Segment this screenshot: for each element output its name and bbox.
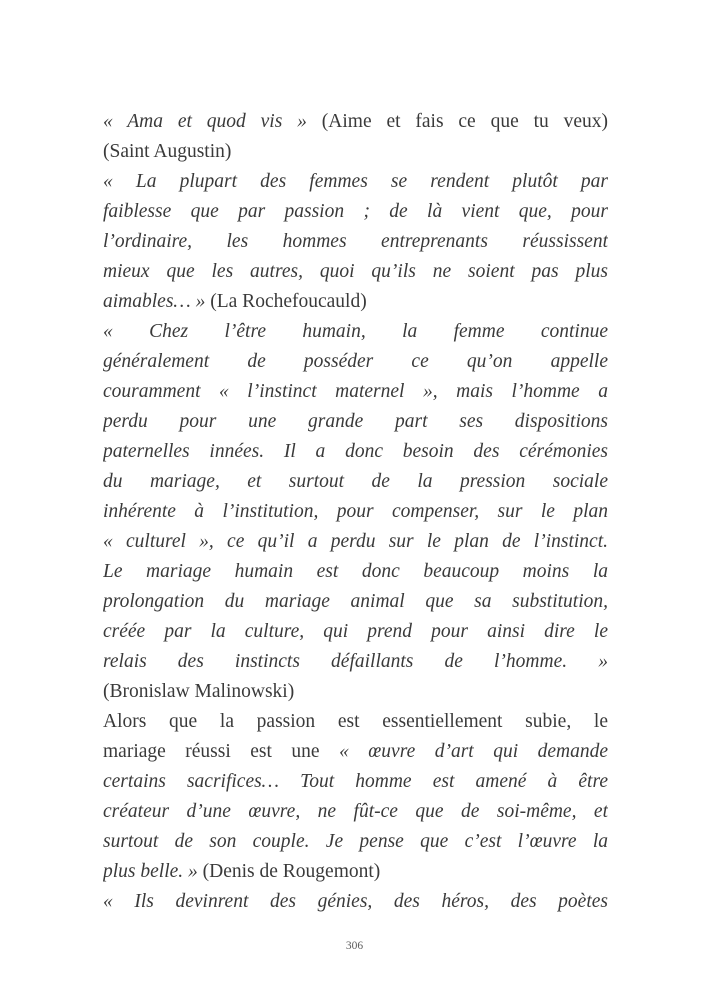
quote-text-segment: relais des instincts défaillants de l’homme. » [103,651,608,672]
plain-text-segment: Alors que la passion est essentiellement subie, le [103,711,608,732]
quote-text-segment: « Ama et quod vis » [103,111,322,132]
text-line [103,737,608,767]
text-line [103,707,608,737]
quote-text-segment: inhérente à l’institution, pour compenser, sur le plan [103,501,608,522]
quote-text-segment: créée par la culture, qui prend pour ainsi dire le [103,621,608,642]
quote-text-segment: faiblesse que par passion ; de là vient que, pour [103,201,608,222]
text-line [103,287,608,317]
quote-text-segment: mieux que les autres, quoi qu’ils ne soient pas plus [103,261,608,282]
text-line [103,677,608,707]
text-line [103,437,608,467]
quote-text-segment: généralement de posséder ce qu’on appelle [103,351,608,372]
quote-text-segment: « œuvre d’art qui demande [339,741,608,762]
text-line [103,797,608,827]
text-line [103,767,608,797]
quote-text-segment: perdu pour une grande part ses dispositions [103,411,608,432]
text-line [103,587,608,617]
quote-text-segment: l’ordinaire, les hommes entreprenants réussissent [103,231,608,252]
plain-text-segment: (Denis de Rougemont) [202,861,381,882]
quote-text-segment: plus belle. » [103,861,203,882]
text-line [103,137,608,167]
plain-text-segment: (Aime et fais ce que tu veux) [321,111,608,132]
quote-text-segment: prolongation du mariage animal que sa substitution, [103,591,608,612]
text-line [103,197,608,227]
quote-text-segment: « La plupart des femmes se rendent plutôt par [103,171,608,192]
quote-text-segment: paternelles innées. Il a donc besoin des cérémonies [103,441,608,462]
text-line [103,107,608,137]
quote-text-segment: certains sacrifices… Tout homme est amené à être [103,771,608,792]
plain-text-segment: (Bronislaw Malinowski) [103,681,295,702]
text-line [103,227,608,257]
quote-text-segment: « culturel », ce qu’il a perdu sur le plan de l’instinct. [103,531,608,552]
quote-text-segment: « Chez l’être humain, la femme continue [103,321,608,342]
plain-text-segment: (Saint Augustin) [103,141,232,162]
text-line [103,347,608,377]
quote-text-segment: couramment « l’instinct maternel », mais l’homme a [103,381,608,402]
text-line [103,887,608,917]
page-number: 306 [345,940,364,952]
text-line [103,167,608,197]
quote-text-segment: Le mariage humain est donc beaucoup moins la [103,561,608,582]
plain-text-segment: mariage réussi est une [103,741,340,762]
text-line [103,377,608,407]
text-line [103,857,608,887]
text-line [103,557,608,587]
quote-text-segment: aimables… » [103,291,211,312]
text-line [103,317,608,347]
quote-text-segment: « Ils devinrent des génies, des héros, des poètes [103,891,608,912]
text-line [103,467,608,497]
quote-text-segment: du mariage, et surtout de la pression sociale [103,471,608,492]
text-line [103,407,608,437]
text-line [103,497,608,527]
plain-text-segment: (La Rochefoucauld) [210,291,367,312]
text-line [103,527,608,557]
quote-text-segment: créateur d’une œuvre, ne fût-ce que de soi-même, et [103,801,608,822]
quote-text-segment: surtout de son couple. Je pense que c’est l’œuvre la [103,831,608,852]
text-line [103,617,608,647]
text-line [103,647,608,677]
text-block [103,107,608,917]
text-line [103,257,608,287]
text-line [103,827,608,857]
